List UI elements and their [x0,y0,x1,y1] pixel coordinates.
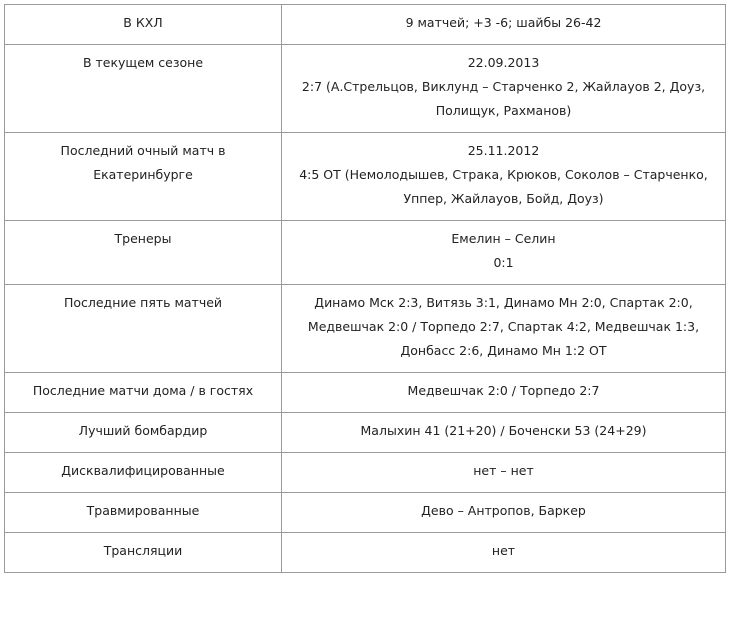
row-label: В текущем сезоне [5,45,282,133]
row-label: Дисквалифицированные [5,453,282,493]
row-value [282,5,726,45]
row-label: Лучший бомбардир [5,413,282,453]
row-value [282,45,726,133]
row-value [282,413,726,453]
value-line: Медвешчак 2:0 / Торпедо 2:7 [407,383,600,398]
row-label: Тренеры [5,221,282,285]
row-value [282,373,726,413]
row-label: В КХЛ [5,5,282,45]
row-label: Последние пять матчей [5,285,282,373]
row-label: Последний очный матч в Екатеринбурге [5,133,282,221]
table-row [5,133,726,221]
value-line: 22.09.2013 [467,55,540,70]
value-line: нет [491,543,516,558]
value-line: 25.11.2012 [467,143,540,158]
row-label: Травмированные [5,493,282,533]
table-row [5,221,726,285]
row-value [282,493,726,533]
row-value [282,285,726,373]
row-value [282,221,726,285]
row-label: Трансляции [5,533,282,573]
value-line: 9 матчей; +3 -6; шайбы 26-42 [405,15,602,30]
match-stats-table [4,4,726,573]
value-line: Малыхин 41 (21+20) / Боченски 53 (24+29) [360,423,647,438]
table-row [5,285,726,373]
value-line: 0:1 [493,255,514,270]
row-value [282,453,726,493]
value-line: Емелин – Селин [451,231,556,246]
table-row [5,45,726,133]
row-value [282,533,726,573]
table-row [5,373,726,413]
table-row [5,413,726,453]
table-row [5,533,726,573]
table-row [5,5,726,45]
table-row [5,493,726,533]
table-row [5,453,726,493]
value-line: 4:5 ОТ (Немолодышев, Страка, Крюков, Соколов – Старченко, Уппер, Жайлауов, Бойд, Доуз) [299,167,708,206]
value-line: нет – нет [473,463,534,478]
row-label: Последние матчи дома / в гостях [5,373,282,413]
value-line: Динамо Мск 2:3, Витязь 3:1, Динамо Мн 2:0, Спартак 2:0, Медвешчак 2:0 / Торпедо 2:7, Спартак 4:2, Медвешчак 1:3, Донбасс 2:6, Динамо Мн 1:2 ОТ [307,295,700,358]
value-line: Дево – Антропов, Баркер [421,503,586,518]
value-line: 2:7 (А.Стрельцов, Виклунд – Старченко 2, Жайлауов 2, Доуз, Полищук, Рахманов) [301,79,706,118]
row-value [282,133,726,221]
